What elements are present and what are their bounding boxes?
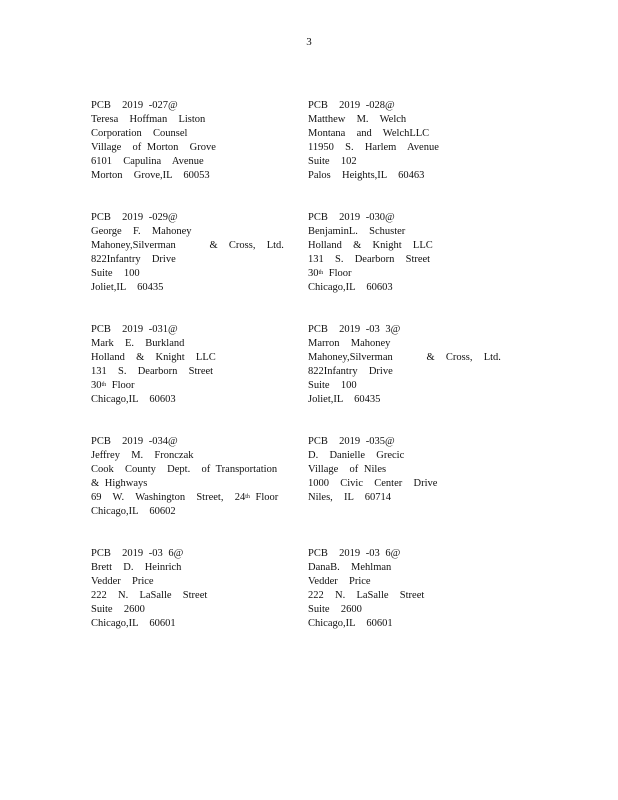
- case-number: PCB 2019 -029@: [91, 212, 178, 223]
- address-line: Chicago,IL 60603: [91, 394, 176, 405]
- address-line: Village of Morton Grove: [91, 142, 216, 153]
- address-line: 69 W. Washington Street, 24th Floor: [91, 492, 279, 503]
- address-line: 11950 S. Harlem Avenue: [308, 142, 439, 153]
- service-entry: [308, 211, 608, 295]
- address-line: Vedder Price: [308, 576, 371, 587]
- case-number: PCB 2019 -03 6@: [308, 548, 401, 559]
- service-entry: [91, 435, 308, 519]
- address-line: 222 N. LaSalle Street: [91, 590, 208, 601]
- address-line: Mahoney,Silverman & Cross, Ltd.: [91, 240, 284, 251]
- address-line: Cook County Dept. of Transportation: [91, 464, 278, 475]
- address-line: Vedder Price: [91, 576, 154, 587]
- case-number: PCB 2019 -03 3@: [308, 324, 401, 335]
- address-line: DanaB. Mehlman: [308, 562, 392, 573]
- address-line: Chicago,IL 60603: [308, 282, 393, 293]
- address-line: 822Infantry Drive: [91, 254, 176, 265]
- case-number: PCB 2019 -035@: [308, 436, 395, 447]
- service-entry: [308, 323, 608, 407]
- address-line: Chicago,IL 60601: [308, 618, 393, 629]
- address-line: Chicago,IL 60602: [91, 506, 176, 517]
- address-line: & Highways: [91, 478, 148, 489]
- address-line: Brett D. Heinrich: [91, 562, 182, 573]
- address-line: Suite 2600: [308, 604, 362, 615]
- address-line: Holland & Knight LLC: [91, 352, 216, 363]
- address-line: Montana and WelchLLC: [308, 128, 430, 139]
- address-line: Joliet,IL 60435: [91, 282, 164, 293]
- address-line: 30th Floor: [91, 380, 135, 391]
- address-line: 30th Floor: [308, 268, 352, 279]
- service-entry: [91, 211, 308, 295]
- address-line: Chicago,IL 60601: [91, 618, 176, 629]
- service-entry: [91, 323, 308, 407]
- address-line: Matthew M. Welch: [308, 114, 407, 125]
- address-line: 222 N. LaSalle Street: [308, 590, 425, 601]
- service-entry: [308, 435, 608, 519]
- address-line: Niles, IL 60714: [308, 492, 392, 503]
- address-line: 822Infantry Drive: [308, 366, 393, 377]
- address-line: Holland & Knight LLC: [308, 240, 433, 251]
- address-line: Joliet,IL 60435: [308, 394, 381, 405]
- address-line: Palos Heights,IL 60463: [308, 170, 425, 181]
- address-line: Teresa Hoffman Liston: [91, 114, 206, 125]
- address-line: 131 S. Dearborn Street: [308, 254, 431, 265]
- case-number: PCB 2019 -027@: [91, 100, 178, 111]
- case-number: PCB 2019 -034@: [91, 436, 178, 447]
- address-line: 6101 Capulina Avenue: [91, 156, 204, 167]
- address-line: Marron Mahoney: [308, 338, 391, 349]
- service-list: [91, 99, 611, 631]
- service-entry: [308, 99, 608, 183]
- address-line: 131 S. Dearborn Street: [91, 366, 214, 377]
- address-line: 1000 Civic Center Drive: [308, 478, 438, 489]
- address-line: Village of Niles: [308, 464, 387, 475]
- address-line: Suite 100: [91, 268, 140, 279]
- service-entry: [91, 99, 308, 183]
- address-line: George F. Mahoney: [91, 226, 192, 237]
- case-number: PCB 2019 -028@: [308, 100, 395, 111]
- case-number: PCB 2019 -03 6@: [91, 548, 184, 559]
- case-number: PCB 2019 -031@: [91, 324, 178, 335]
- service-entry: [91, 547, 308, 631]
- address-line: Corporation Counsel: [91, 128, 188, 139]
- address-line: D. Danielle Grecic: [308, 450, 405, 461]
- address-line: Mahoney,Silverman & Cross, Ltd.: [308, 352, 501, 363]
- page-number: 3: [306, 36, 312, 48]
- address-line: Suite 102: [308, 156, 357, 167]
- address-line: Suite 100: [308, 380, 357, 391]
- address-line: Suite 2600: [91, 604, 145, 615]
- address-line: Morton Grove,IL 60053: [91, 170, 210, 181]
- case-number: PCB 2019 -030@: [308, 212, 395, 223]
- address-line: Mark E. Burkland: [91, 338, 185, 349]
- address-line: BenjaminL. Schuster: [308, 226, 406, 237]
- address-line: Jeffrey M. Fronczak: [91, 450, 194, 461]
- service-entry: [308, 547, 608, 631]
